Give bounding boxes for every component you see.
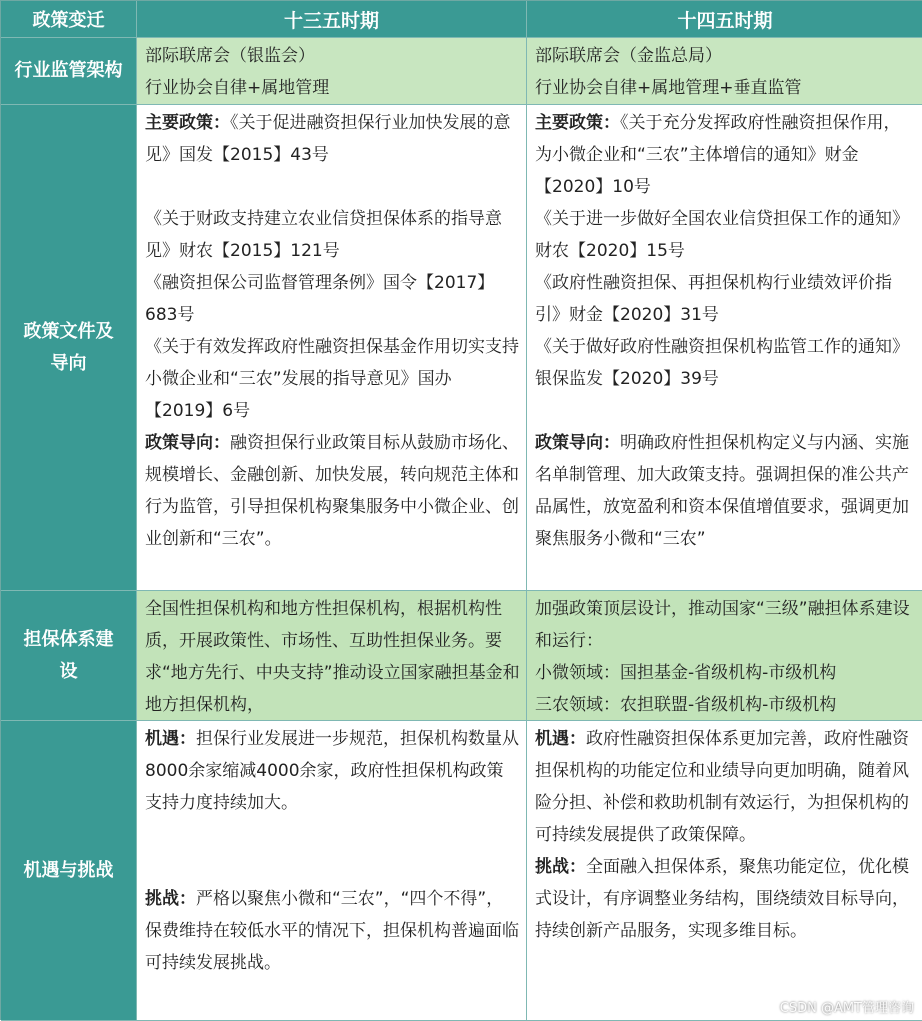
policy-14th-main-first: 《关于充分发挥政府性融资担保作用，为小微企业和“三农”主体增信的通知》财金【2020】10号 bbox=[535, 113, 901, 197]
policy-14th-doc-1: 《关于进一步做好全国农业信贷担保工作的通知》财农【2020】15号 bbox=[535, 209, 909, 261]
system-14th-line1: 加强政策顶层设计，推动国家“三级”融担体系建设和运行： bbox=[535, 599, 910, 651]
system-13th bbox=[137, 591, 527, 721]
row-label-system-line2: 设 bbox=[59, 660, 78, 682]
opportunity-14th-chal-text: 全面融入担保体系，聚焦功能定位，优化模式设计，有序调整业务结构，围绕绩效目标导向，持续创新产品服务，实现多维目标。 bbox=[535, 857, 909, 941]
policy-14th-guide-text: 明确政府性担保机构定义与内涵、实施名单制管理、加大政策支持。强调担保的准公共产品属性，放宽盈利和资本保值增值要求，强调更加聚焦服务小微和“三农” bbox=[535, 433, 909, 549]
row-label-system-line1: 担保体系建 bbox=[23, 628, 114, 650]
row-label-opportunity bbox=[1, 721, 137, 1021]
policy-13th-main bbox=[145, 107, 520, 171]
spacer bbox=[145, 819, 520, 851]
opportunity-14th-opp-title: 机遇： bbox=[535, 729, 586, 749]
row-label-regulation bbox=[1, 38, 137, 105]
regulation-13th bbox=[137, 38, 527, 105]
policy-14th-guide bbox=[535, 427, 917, 555]
regulation-14th-line1: 部际联席会（金监总局） bbox=[535, 46, 722, 66]
policy-13th-guide-title: 政策导向： bbox=[145, 433, 230, 453]
policy-14th-doc-3: 《关于做好政府性融资担保机构监管工作的通知》银保监发【2020】39号 bbox=[535, 337, 909, 389]
policy-14th-main bbox=[535, 107, 917, 203]
policy-14th bbox=[527, 105, 922, 591]
regulation-13th-line1: 部际联席会（银监会） bbox=[145, 46, 315, 66]
policy-13th-main-first: 《关于促进融资担保行业加快发展的意见》国发【2015】43号 bbox=[145, 113, 511, 165]
policy-13th bbox=[137, 105, 527, 591]
header-13th-five-year: 十三五时期 bbox=[137, 1, 527, 38]
opportunity-13th bbox=[137, 721, 527, 1021]
row-label-policy-line1: 政策文件及 bbox=[23, 320, 114, 342]
system-13th-text: 全国性担保机构和地方性担保机构，根据机构性质，开展政策性、市场性、互助性担保业务。要求“地方先行、中央支持”推动设立国家融担基金和地方担保机构， bbox=[145, 599, 520, 715]
regulation-14th-line2: 行业协会自律+属地管理+垂直监管 bbox=[535, 78, 802, 98]
opportunity-13th-chal bbox=[145, 883, 520, 979]
policy-13th-doc-2: 《融资担保公司监督管理条例》国令【2017】683号 bbox=[145, 273, 495, 325]
policy-13th-doc-3: 《关于有效发挥政府性融资担保基金作用切实支持小微企业和“三农”发展的指导意见》国办【2019】6号 bbox=[145, 337, 519, 421]
opportunity-13th-chal-title: 挑战： bbox=[145, 889, 196, 909]
system-14th-line3: 三农领域：农担联盟-省级机构-市级机构 bbox=[535, 695, 837, 715]
opportunity-14th bbox=[527, 721, 922, 1021]
opportunity-14th-opp bbox=[535, 723, 917, 851]
system-14th-line2: 小微领域：国担基金-省级机构-市级机构 bbox=[535, 663, 837, 683]
row-label-opportunity-text: 机遇与挑战 bbox=[23, 859, 114, 881]
watermark: CSDN @AMT管理咨询 bbox=[779, 1001, 914, 1016]
policy-14th-doc-2: 《政府性融资担保、再担保机构行业绩效评价指引》财金【2020】31号 bbox=[535, 273, 892, 325]
spacer bbox=[535, 395, 917, 427]
opportunity-13th-opp-text: 担保行业发展进一步规范，担保机构数量从8000余家缩减4000余家，政府性担保机构政策支持力度持续加大。 bbox=[145, 729, 519, 813]
row-label-policy bbox=[1, 105, 137, 591]
opportunity-13th-opp-title: 机遇： bbox=[145, 729, 196, 749]
policy-14th-main-title: 主要政策： bbox=[535, 113, 620, 133]
policy-13th-main-title: 主要政策： bbox=[145, 113, 230, 133]
policy-13th-guide-text: 融资担保行业政策目标从鼓励市场化、规模增长、金融创新、加快发展，转向规范主体和行为监管，引导担保机构聚集服务中小微企业、创业创新和“三农”。 bbox=[145, 433, 519, 549]
policy-13th-guide bbox=[145, 427, 520, 555]
row-label-system bbox=[1, 591, 137, 721]
header-policy-change: 政策变迁 bbox=[1, 1, 137, 38]
opportunity-13th-opp bbox=[145, 723, 520, 819]
opportunity-14th-chal bbox=[535, 851, 917, 947]
regulation-14th bbox=[527, 38, 922, 105]
opportunity-14th-chal-title: 挑战： bbox=[535, 857, 586, 877]
policy-14th-guide-title: 政策导向： bbox=[535, 433, 620, 453]
policy-13th-doc-1: 《关于财政支持建立农业信贷担保体系的指导意见》财农【2015】121号 bbox=[145, 209, 502, 261]
opportunity-13th-chal-text: 严格以聚焦小微和“三农”，“四个不得”，保费维持在较低水平的情况下，担保机构普遍面临可持续发展挑战。 bbox=[145, 889, 519, 973]
row-label-policy-line2: 导向 bbox=[50, 352, 87, 374]
spacer bbox=[145, 171, 520, 203]
row-label-regulation-text: 行业监管架构 bbox=[14, 60, 123, 81]
regulation-13th-line2: 行业协会自律+属地管理 bbox=[145, 78, 330, 98]
system-14th bbox=[527, 591, 922, 721]
spacer bbox=[145, 851, 520, 883]
opportunity-14th-opp-text: 政府性融资担保体系更加完善，政府性融资担保机构的功能定位和业绩导向更加明确，随着风险分担、补偿和救助机制有效运行，为担保机构的可持续发展提供了政策保障。 bbox=[535, 729, 909, 845]
header-14th-five-year: 十四五时期 bbox=[527, 1, 922, 38]
